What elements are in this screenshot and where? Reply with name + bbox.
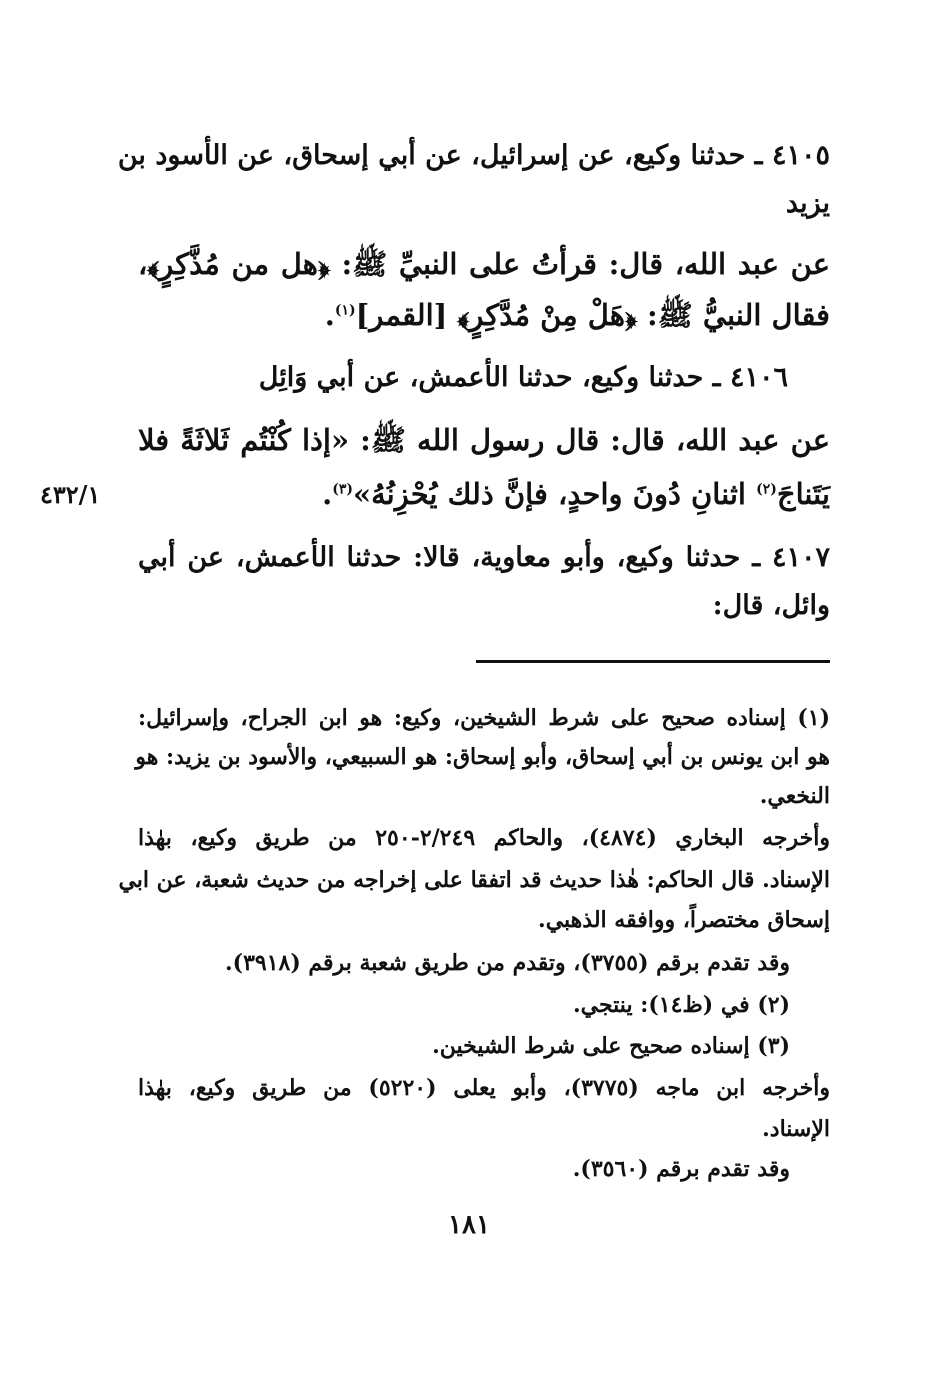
footnote-ref-1[interactable]: (١)	[334, 302, 356, 319]
hadith-4106-line-1: ٤١٠٦ ـ حدثنا وكيع، حدثنا الأعمش، عن أبي وَائِل	[258, 362, 788, 393]
footnote-line: (١) إسناده صحيح على شرط الشيخين، وكيع: هو ابن الجراح، وإسرائيل:	[138, 705, 830, 731]
footnote-ref-2[interactable]: (٢)	[756, 481, 777, 498]
footnote-line: وأخرجه ابن ماجه (٣٧٧٥)، وأبو يعلى (٥٢٢٠) من طريق وكيع، بهٰذا	[138, 1075, 830, 1101]
hadith-4106-line-3-mid: اثنانِ دُونَ واحدٍ، فإنَّ ذلك يُحْزِنُهُ»	[352, 477, 757, 511]
page-number: ١٨١	[448, 1210, 490, 1240]
hadith-4105-line-4-end: .	[324, 298, 335, 332]
footnote-line: (٣) إسناده صحيح على شرط الشيخين.	[432, 1033, 790, 1059]
footnote-ref-3[interactable]: (٣)	[332, 481, 353, 498]
hadith-4105-line-4-text: فقال النبيُّ ﷺ: ﴿هَلْ مِنْ مُدَّكِرٍ﴾ [القمر]	[355, 298, 830, 332]
footnote-line: وقد تقدم برقم (٣٥٦٠).	[572, 1156, 790, 1182]
footnote-line: (٢) في (ظ١٤): ينتجي.	[572, 992, 790, 1018]
footnote-separator	[476, 660, 830, 663]
footnote-line: إسحاق مختصراً، ووافقه الذهبي.	[538, 907, 830, 933]
hadith-4105-line-2: يزيد	[785, 188, 830, 219]
footnote-line: الإسناد. قال الحاكم: هٰذا حديث قد اتفقا على إخراجه من حديث شعبة، عن ابي	[118, 867, 830, 893]
footnote-line: النخعي.	[759, 783, 830, 809]
hadith-4105-line-3: عن عبد الله، قال: قرأتُ على النبيِّ ﷺ: ﴿هل من مُذَّكِرٍ﴾،	[138, 247, 830, 281]
hadith-4106-line-3	[322, 477, 830, 511]
hadith-4106-line-3-start: يَتَناجَ	[776, 477, 830, 511]
hadith-4107-line-1: ٤١٠٧ ـ حدثنا وكيع، وأبو معاوية، قالا: حدثنا الأعمش، عن أبي	[138, 542, 830, 573]
hadith-4106-line-3-end: .	[322, 477, 333, 511]
margin-reference: ٤٣٢/١	[40, 480, 101, 509]
hadith-4105-line-1: ٤١٠٥ ـ حدثنا وكيع، عن إسرائيل، عن أبي إسحاق، عن الأسود بن	[117, 140, 830, 171]
footnote-line: هو ابن يونس بن أبي إسحاق، وأبو إسحاق: هو السبيعي، والأسود بن يزيد: هو	[135, 744, 830, 770]
footnote-line: وأخرجه البخاري (٤٨٧٤)، والحاكم ٢/٢٤٩-٢٥٠ من طريق وكيع، بهٰذا	[138, 825, 830, 851]
footnote-line: الإسناد.	[762, 1116, 830, 1142]
footnote-line: وقد تقدم برقم (٣٧٥٥)، وتقدم من طريق شعبة برقم (٣٩١٨).	[224, 950, 790, 976]
hadith-4106-line-2: عن عبد الله، قال: قال رسول الله ﷺ: «إذا كُنْتُم ثَلاثَةً فلا	[138, 423, 830, 457]
hadith-4105-line-4	[325, 298, 830, 340]
hadith-4107-line-2: وائل، قال:	[712, 590, 830, 621]
